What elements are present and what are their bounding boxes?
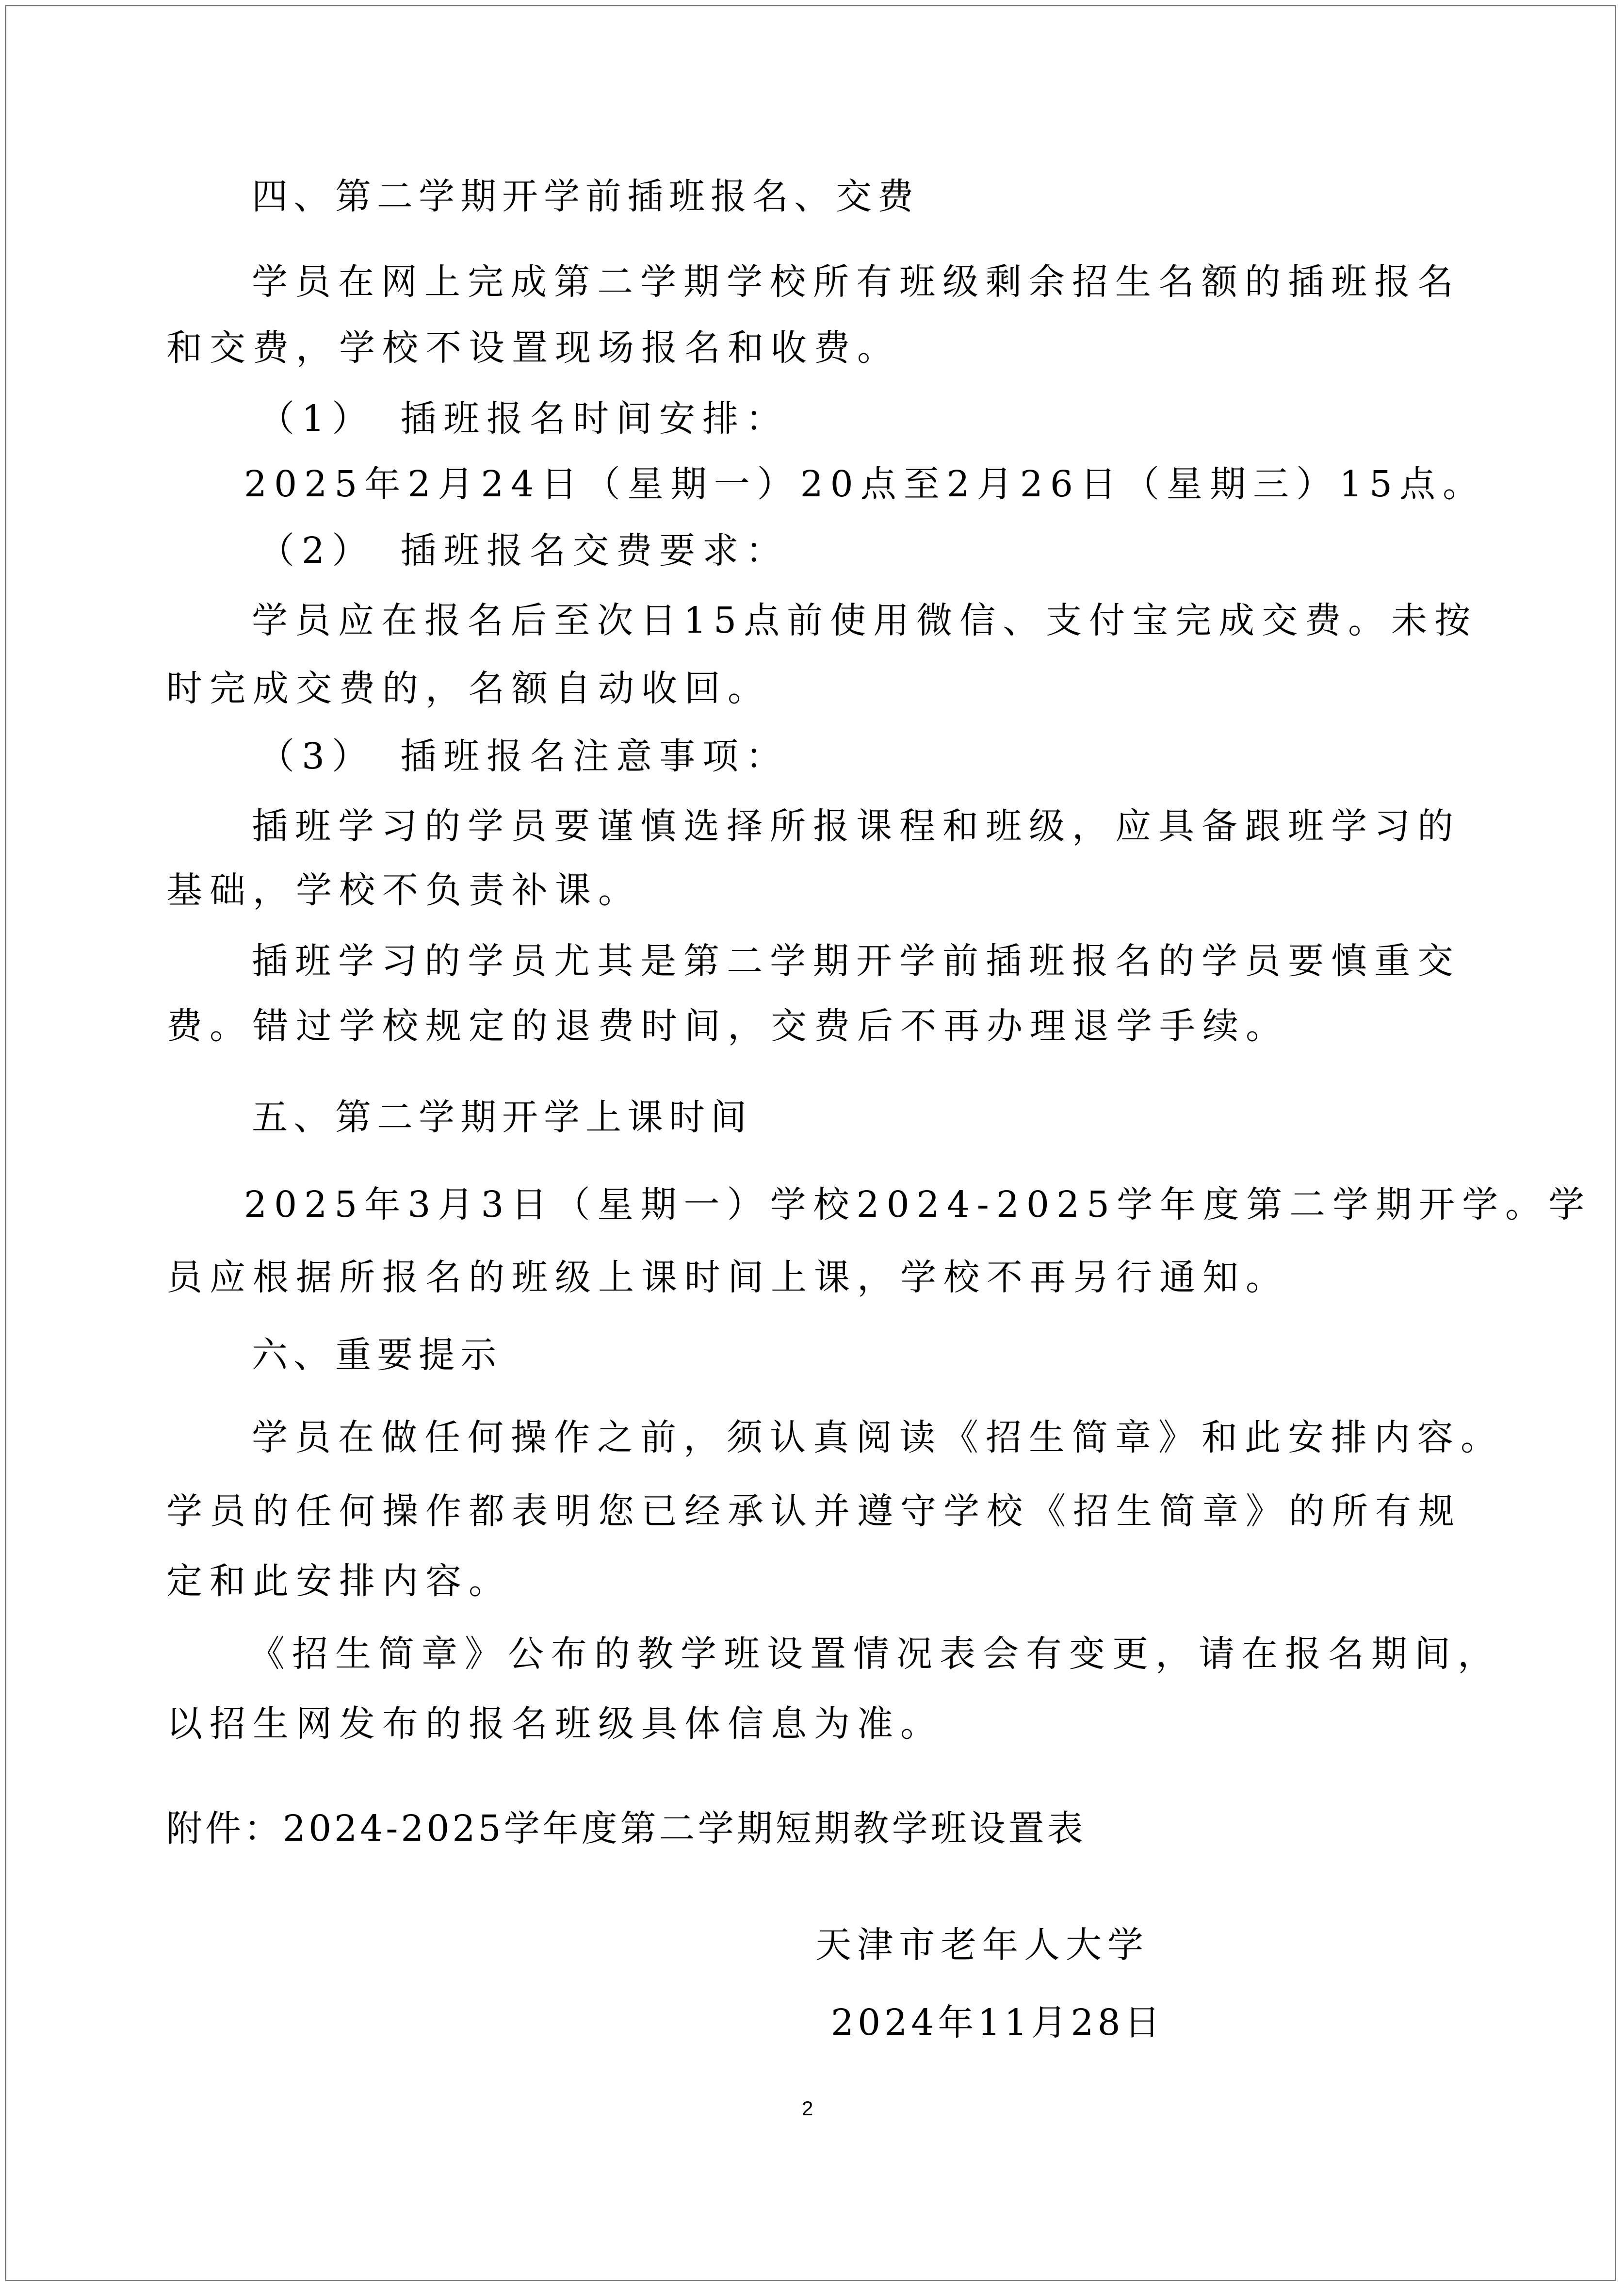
section6-p2-line2: 以招生网发布的报名班级具体信息为准。 — [166, 1703, 943, 1745]
section4-item1-heading: （1） 插班报名时间安排： — [259, 398, 789, 440]
section6-p1-line1: 学员在做任何操作之前，须认真阅读《招生简章》和此安排内容。 — [252, 1417, 1504, 1458]
section4-item3-p1-line1: 插班学习的学员要谨慎选择所报课程和班级，应具备跟班学习的 — [252, 805, 1461, 847]
section4-item3-heading: （3） 插班报名注意事项： — [259, 736, 789, 777]
section4-item3-p2-line1: 插班学习的学员尤其是第二学期开学前插班报名的学员要慎重交 — [252, 940, 1461, 982]
section4-item3-p2-line2: 费。错过学校规定的退费时间，交费后不再办理退学手续。 — [166, 1005, 1289, 1047]
section6-heading: 六、重要提示 — [252, 1334, 502, 1376]
signature-date: 2024年11月28日 — [831, 2002, 1164, 2044]
section5-heading: 五、第二学期开学上课时间 — [252, 1096, 752, 1138]
attachment-note: 附件：2024-2025学年度第二学期短期教学班设置表 — [166, 1808, 1086, 1849]
section4-item2-line1: 学员应在报名后至次日15点前使用微信、支付宝完成交费。未按 — [252, 600, 1478, 641]
signature-organization: 天津市老年人大学 — [815, 1924, 1149, 1966]
document-page — [5, 5, 1616, 2281]
section4-item2-heading: （2） 插班报名交费要求： — [259, 530, 789, 572]
section5-line2: 员应根据所报名的班级上课时间上课，学校不再另行通知。 — [166, 1257, 1289, 1298]
section4-intro-line1: 学员在网上完成第二学期学校所有班级剩余招生名额的插班报名 — [252, 261, 1461, 303]
section4-heading: 四、第二学期开学前插班报名、交费 — [252, 176, 919, 217]
section5-line1: 2025年3月3日（星期一）学校2024-2025学年度第二学期开学。学 — [244, 1184, 1592, 1226]
section4-intro-line2: 和交费，学校不设置现场报名和收费。 — [166, 327, 900, 369]
section6-p1-line2: 学员的任何操作都表明您已经承认并遵守学校《招生简章》的所有规 — [166, 1490, 1462, 1532]
page-number: 2 — [802, 2097, 813, 2120]
section4-item3-p1-line2: 基础，学校不负责补课。 — [166, 869, 641, 911]
section4-item1-text: 2025年2月24日（星期一）20点至2月26日（星期三）15点。 — [244, 463, 1486, 505]
section6-p2-line1: 《招生简章》公布的教学班设置情况表会有变更，请在报名期间， — [249, 1633, 1501, 1675]
section6-p1-line3: 定和此安排内容。 — [166, 1560, 512, 1602]
section4-item2-line2: 时完成交费的，名额自动收回。 — [166, 668, 771, 709]
